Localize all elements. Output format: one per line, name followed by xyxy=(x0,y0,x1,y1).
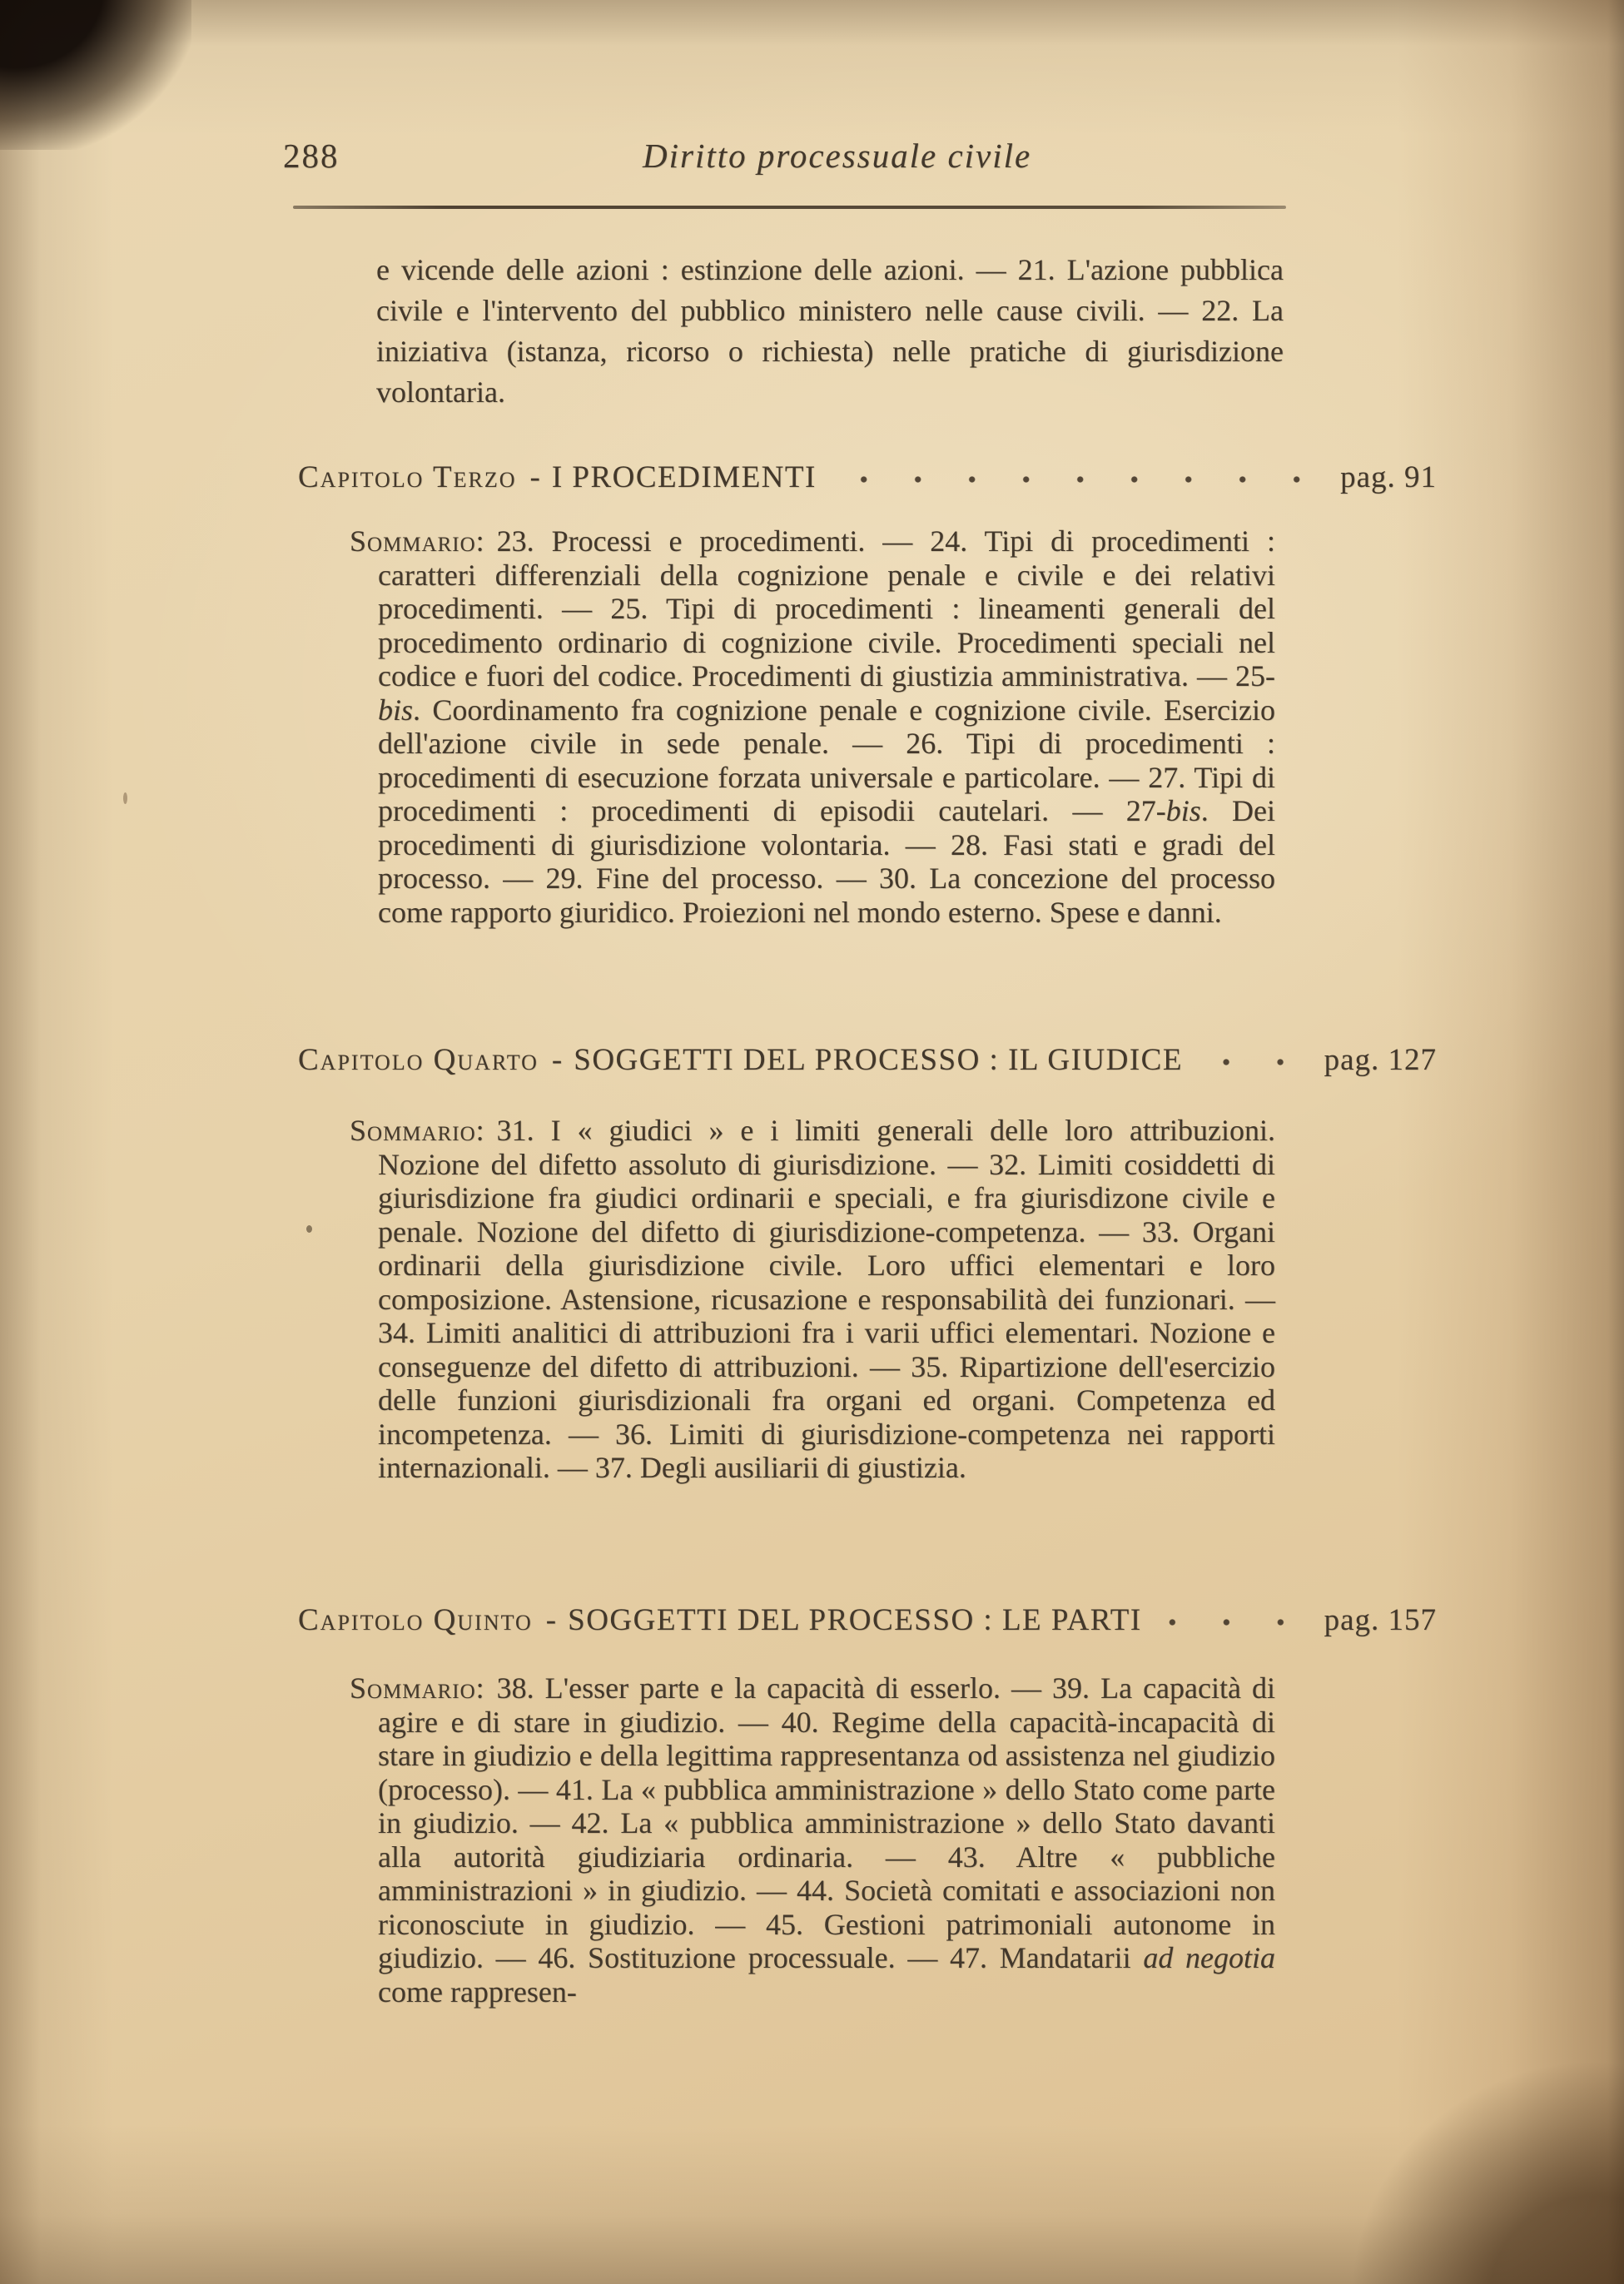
sommario-capitolo-quarto xyxy=(350,1114,1275,1485)
sommario-label: Sommario: xyxy=(350,1671,485,1705)
running-title: Diritto processuale civile xyxy=(643,137,1032,175)
chapter-label: Capitolo Quarto xyxy=(298,1043,539,1077)
sommario-text: 31. I « giudici » e i limiti generali delle loro attribuzioni. Nozione del difetto assoluto di giurisdizione. — 32. Limiti cosiddetti di giurisdizione fra giudici ordinarii e speciali, e fra giurisdizone civile e penale. Nozione del difetto di giurisdizione-competenza. — 33. Organi ordinarii della giurisdizione civile. Loro uffici elementari e loro composizione. Astensione, ricusazione e responsabilità dei funzionari. — 34. Limiti analitici di attribuzioni fra i varii uffici elementari. Nozione e conseguenze del difetto di attribuzioni. — 35. Ripartizione dell'esercizio delle funzioni giurisdizionali fra organi ed organi. Competenza ed incompetenza. — 36. Limiti di giurisdizione-competenza nei rapporti internazionali. — 37. Degli ausiliarii di giustizia. xyxy=(378,1114,1275,1484)
dot-leader xyxy=(837,459,1327,495)
chapter-label: Capitolo Terzo xyxy=(298,460,517,494)
toc-intro-continuation: e vicende delle azioni : estinzione delle azioni. — 21. L'azione pubblica civile e l'intervento del pubblico ministero nelle cause civili. — 22. La iniziativa (istanza, ricorso o richiesta) nelle pratiche di giurisdizione volontaria. xyxy=(376,253,1284,409)
sommario-capitolo-terzo xyxy=(350,524,1275,929)
chapter-separator: - xyxy=(551,1043,563,1077)
chapter-label: Capitolo Quinto xyxy=(298,1603,533,1637)
header-rule xyxy=(293,206,1286,209)
sommario-capitolo-quinto xyxy=(350,1671,1275,2008)
page-header xyxy=(283,136,1436,186)
scan-corner-shadow-bottom-right xyxy=(1349,2059,1624,2284)
page-ref: pag. 91 xyxy=(1340,460,1437,494)
chapter-title: I PROCEDIMENTI xyxy=(551,460,817,494)
toc-entry-capitolo-terzo xyxy=(298,459,1437,495)
sommario-label: Sommario: xyxy=(350,1114,485,1147)
scan-corner-shadow-top-left xyxy=(0,0,191,150)
dot-leader xyxy=(1162,1602,1311,1638)
dot-leader xyxy=(1203,1042,1311,1078)
sommario-paragraph xyxy=(350,524,1275,929)
sommario-paragraph xyxy=(350,1114,1275,1485)
sommario-paragraph xyxy=(350,1671,1275,2008)
page-ref: pag. 157 xyxy=(1324,1603,1437,1637)
chapter-separator: - xyxy=(529,460,540,494)
page-number: 288 xyxy=(283,137,340,175)
chapter-separator: - xyxy=(545,1603,557,1637)
sommario-label: Sommario: xyxy=(350,524,485,558)
chapter-title: SOGGETTI DEL PROCESSO : LE PARTI xyxy=(568,1603,1142,1637)
paper-speck xyxy=(306,1225,312,1233)
sommario-text: 23. Processi e procedimenti. — 24. Tipi di procedimenti : caratteri differenziali della cognizione penale e civile e dei relativi procedimenti. — 25. Tipi di procedimenti : lineamenti generali del procedimento ordinario di cognizione civile. Procedimenti speciali nel codice e fuori del codice. Procedimenti di giustizia amministrativa. — 25-bis. Coordinamento fra cognizione penale e cognizione civile. Esercizio dell'azione civile in sede penale. — 26. Tipi di procedimenti : procedimenti di esecuzione forzata universale e particolare. — 27. Tipi di procedimenti : procedimenti di episodii cautelari. — 27-bis. Dei procedimenti di giurisdizione volontaria. — 28. Fasi stati e gradi del processo. — 29. Fine del processo. — 30. La concezione del processo come rapporto giuridico. Proiezioni nel mondo esterno. Spese e danni. xyxy=(378,524,1275,929)
paper-speck xyxy=(123,792,127,804)
chapter-title: SOGGETTI DEL PROCESSO : IL GIUDICE xyxy=(574,1043,1183,1077)
page-ref: pag. 127 xyxy=(1324,1043,1437,1077)
toc-entry-capitolo-quarto xyxy=(298,1042,1437,1078)
toc-entry-capitolo-quinto xyxy=(298,1602,1437,1638)
sommario-text: 38. L'esser parte e la capacità di esserlo. — 39. La capacità di agire e di stare in giudizio. — 40. Regime della capacità-incapacità di stare in giudizio e della legittima rappresentanza od assistenza nel giudizio (processo). — 41. La « pubblica amministrazione » dello Stato come parte in giudizio. — 42. La « pubblica amministrazione » dello Stato davanti alla autorità giudiziaria ordinaria. — 43. Altre « pubbliche amministrazioni » in giudizio. — 44. Società comitati e associazioni non riconosciute in giudizio. — 45. Gestioni patrimoniali autonome in giudizio. — 46. Sostituzione processuale. — 47. Mandatarii ad negotia come rappresen- xyxy=(378,1671,1276,2008)
